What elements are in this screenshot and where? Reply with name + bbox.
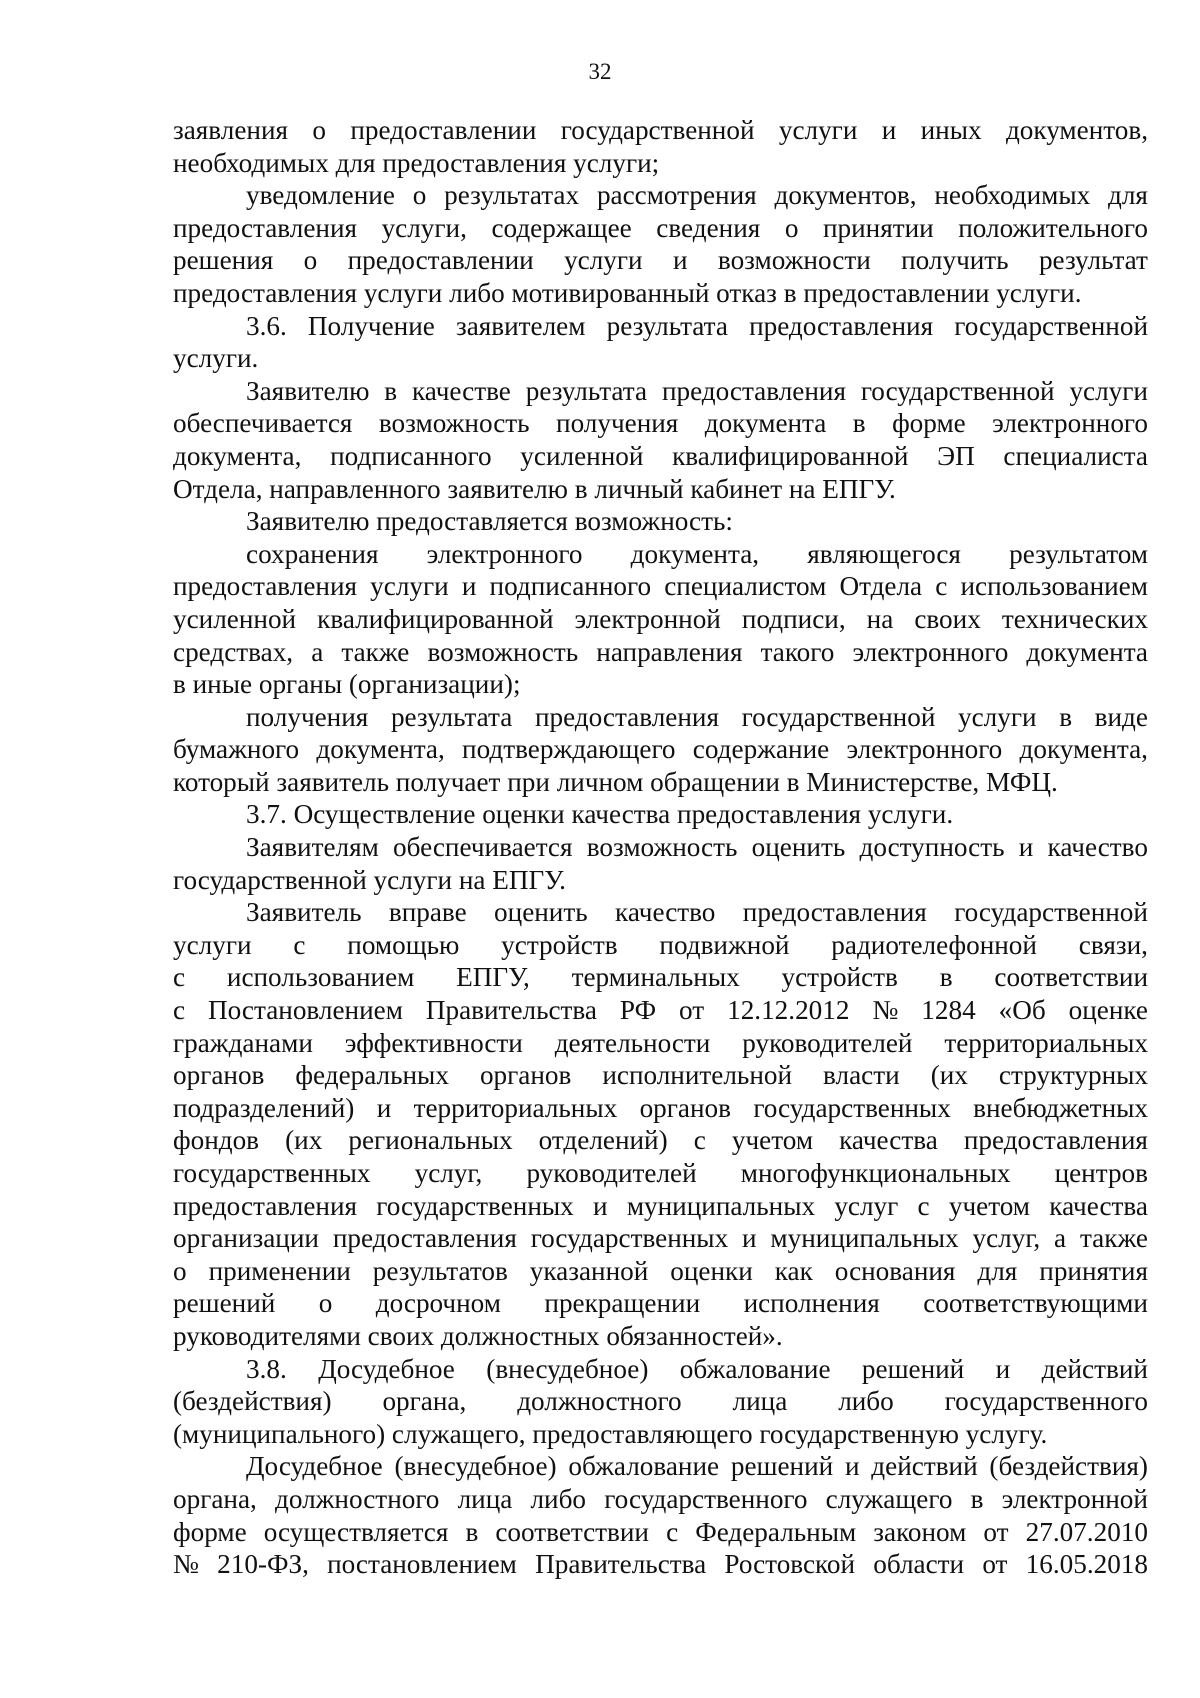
word: форме: [173, 1516, 247, 1547]
text-line: 3.7. Осуществление оценки качества предоставления услуги.: [246, 799, 954, 830]
text-line: руководителями своих должностных обязанностей».: [173, 1320, 783, 1351]
word: радиотелефонной: [831, 929, 1037, 960]
word: подтверждающего: [462, 734, 676, 765]
word: 3.6.: [246, 310, 287, 341]
text-line: [173, 1222, 1148, 1255]
word: региональных: [348, 1125, 513, 1156]
text-line: [173, 1124, 1148, 1157]
text-line: [173, 1190, 1148, 1223]
word: предоставления: [749, 310, 934, 341]
word: Правительства: [535, 1549, 707, 1580]
word: государственных: [376, 1190, 574, 1221]
word: РФ: [619, 995, 657, 1026]
word: устройств: [501, 929, 618, 960]
word: основания: [834, 1255, 956, 1286]
word: государственных: [753, 1092, 951, 1123]
word: бумажного: [173, 734, 300, 765]
text-line: [173, 310, 1148, 343]
word: подписанного: [330, 440, 492, 471]
text-line: Отдела, направленного заявителю в личный кабинет на ЕПГУ.: [173, 473, 896, 504]
word: технических: [1001, 603, 1148, 634]
word: о: [412, 180, 427, 211]
word: действий: [871, 1451, 978, 1482]
word: с: [173, 995, 186, 1026]
word: обеспечивается: [173, 408, 353, 439]
word: руководителей: [742, 1027, 913, 1058]
word: квалифицированной: [672, 440, 909, 471]
word: содержащее: [491, 212, 632, 243]
word: в: [939, 962, 953, 993]
word: лица: [732, 1386, 788, 1417]
word: возможность: [378, 408, 530, 439]
word: осуществляется: [263, 1516, 449, 1547]
word: для: [977, 1255, 1018, 1286]
word: средствах,: [173, 636, 294, 667]
word: результата: [525, 375, 648, 406]
word: внебюджетных: [973, 1092, 1148, 1123]
word: государственной: [954, 897, 1148, 928]
word: иных: [920, 115, 982, 145]
word: отделений): [538, 1125, 668, 1156]
text-line: государственной услуги на ЕПГУ.: [173, 864, 566, 895]
word: либо: [838, 1386, 894, 1417]
word: оценке: [1068, 995, 1148, 1026]
word: электронной: [574, 603, 721, 634]
word: сохранения: [246, 538, 379, 569]
word: от: [679, 995, 705, 1026]
word: предоставления: [173, 1190, 358, 1221]
word: получения: [246, 701, 369, 732]
word: и: [461, 571, 477, 602]
word: в: [465, 1516, 479, 1547]
word: и: [593, 1190, 608, 1221]
word: №: [872, 995, 899, 1026]
word: и: [742, 1223, 757, 1254]
word: специалистом: [664, 571, 827, 602]
word: результата: [390, 701, 513, 732]
text-line: [173, 244, 1148, 277]
text-line: Заявителю предоставляется возможность:: [246, 506, 733, 537]
text-line: [173, 636, 1148, 669]
word: такого: [760, 636, 835, 667]
word: документа,: [173, 440, 302, 471]
word: 1284: [921, 995, 976, 1026]
word: учетом: [731, 1125, 814, 1156]
text-line: [173, 1353, 1148, 1386]
word: №: [173, 1549, 199, 1580]
word: помощью: [347, 929, 460, 960]
text-line: [173, 179, 1148, 212]
word: получить: [901, 245, 1009, 276]
word: электронного: [852, 636, 1009, 667]
word: ЭП: [937, 440, 975, 471]
word: органа,: [382, 1386, 467, 1417]
word: усиленной: [173, 603, 297, 634]
text-line: [173, 440, 1148, 473]
word: качестве: [411, 375, 511, 406]
word: от: [983, 1516, 1009, 1547]
word: учетом: [948, 1190, 1031, 1221]
document-body: [173, 114, 1148, 1581]
word: и: [995, 1353, 1011, 1384]
word: результатов: [372, 1255, 508, 1286]
text-line: [173, 1287, 1148, 1320]
word: Досудебное: [246, 1451, 383, 1482]
word: возможность: [586, 832, 738, 863]
word: Получение: [307, 310, 435, 341]
word: на: [866, 603, 894, 634]
word: досрочном: [375, 1288, 501, 1319]
word: с: [293, 929, 306, 960]
word: должностного: [275, 1483, 440, 1514]
word: исполнения: [743, 1288, 880, 1319]
word: результат: [1038, 245, 1148, 276]
word: власти: [823, 1060, 900, 1091]
text-line: [173, 1450, 1148, 1483]
text-line: [173, 603, 1148, 636]
word: услуг: [834, 1190, 899, 1221]
word: предоставления: [742, 897, 927, 928]
word: муниципальных: [626, 1190, 816, 1221]
word: терминальных: [571, 962, 740, 993]
word: (их: [930, 1060, 968, 1091]
word: качество: [615, 897, 716, 928]
word: электронного: [426, 538, 583, 569]
word: в: [852, 408, 866, 439]
word: лица: [457, 1483, 513, 1514]
word: (внесудебное): [394, 1451, 557, 1482]
word: усиленной: [520, 440, 644, 471]
word: исполнительной: [602, 1060, 793, 1091]
word: оценить: [751, 832, 846, 863]
text-line: [173, 407, 1148, 440]
word: с: [917, 1190, 930, 1221]
word: принятии: [822, 212, 934, 243]
word: результатом: [1009, 538, 1148, 569]
word: действий: [1041, 1353, 1148, 1384]
word: рассмотрения: [596, 180, 757, 211]
word: 210-ФЗ,: [217, 1549, 309, 1580]
word: центров: [1054, 1158, 1148, 1188]
word: оценить: [494, 897, 588, 928]
word: (внесудебное): [486, 1353, 649, 1384]
word: государственной: [560, 115, 755, 145]
word: соответствующими: [923, 1288, 1148, 1319]
word: подразделений): [173, 1092, 355, 1123]
text-line: [173, 1385, 1148, 1418]
word: руководителей: [526, 1158, 697, 1188]
text-line: [173, 1255, 1148, 1288]
text-line: который заявитель получает при личном обращении в Министерстве, МФЦ.: [173, 766, 1058, 797]
word: в: [970, 1483, 984, 1514]
word: услуги: [958, 701, 1037, 732]
word: заявителем: [455, 310, 586, 341]
word: соответствии: [495, 1516, 649, 1547]
word: специалиста: [1003, 440, 1148, 471]
word: подписи,: [741, 603, 846, 634]
word: и: [376, 1092, 392, 1123]
text-line: [173, 1516, 1148, 1549]
word: обжалование: [679, 1353, 831, 1384]
word: области: [873, 1549, 965, 1580]
word: (бездействия): [989, 1451, 1148, 1482]
word: органов: [479, 1060, 572, 1091]
word: постановлением: [327, 1549, 517, 1580]
text-line: [173, 896, 1148, 929]
word: доступность: [859, 832, 1005, 863]
word: законом: [873, 1516, 967, 1547]
word: обжалование: [568, 1451, 720, 1482]
word: ЕПГУ,: [456, 962, 530, 993]
word: фондов: [173, 1125, 260, 1156]
word: услуг,: [414, 1158, 483, 1188]
word: качества: [839, 1125, 938, 1156]
word: государственных: [173, 1158, 371, 1188]
word: документов,: [774, 180, 917, 211]
word: структурных: [998, 1060, 1148, 1091]
word: а: [1054, 1223, 1067, 1254]
word: услуг,: [972, 1223, 1041, 1254]
text-line: [173, 1059, 1148, 1092]
word: результата: [606, 310, 728, 341]
word: либо: [530, 1483, 587, 1514]
text-line: услуги.: [173, 343, 259, 374]
word: государственной: [860, 375, 1055, 406]
word: услуги: [173, 929, 252, 960]
word: о: [312, 115, 326, 145]
word: вправе: [388, 897, 467, 928]
text-line: [173, 961, 1148, 994]
text-line: [173, 212, 1148, 245]
text-line: [173, 1157, 1148, 1190]
word: предоставлении: [347, 245, 534, 276]
word: гражданами: [173, 1027, 313, 1058]
word: услуги: [370, 571, 449, 602]
text-line: [173, 570, 1148, 603]
word: также: [1079, 1223, 1148, 1254]
word: о: [303, 245, 318, 276]
word: с: [173, 962, 186, 993]
word: подвижной: [659, 929, 790, 960]
word: связи,: [1078, 929, 1148, 960]
word: (бездействия): [173, 1386, 332, 1417]
word: Правительства: [425, 995, 597, 1026]
word: прекращении: [544, 1288, 701, 1319]
word: от: [982, 1549, 1008, 1580]
word: услуги,: [381, 212, 467, 243]
word: (их: [285, 1125, 323, 1156]
text-line: (муниципального) служащего, предоставляющего государственную услугу.: [173, 1418, 1048, 1449]
word: качество: [1047, 832, 1148, 863]
text-line: [173, 1092, 1148, 1125]
word: документа: [704, 408, 827, 439]
word: получения: [556, 408, 679, 439]
text-line: [173, 1548, 1148, 1581]
word: необходимых: [934, 180, 1091, 211]
word: виде: [1094, 701, 1148, 732]
word: устройств: [781, 962, 898, 993]
word: оценки: [670, 1255, 753, 1286]
word: для: [1108, 180, 1148, 211]
word: и: [881, 115, 897, 145]
word: услуги: [1069, 375, 1148, 406]
word: использованием: [960, 571, 1148, 602]
word: качества: [1049, 1190, 1148, 1221]
word: органов: [639, 1092, 731, 1123]
word: обеспечивается: [393, 832, 573, 863]
word: как: [774, 1255, 813, 1286]
word: электронной: [1001, 1483, 1148, 1514]
word: органов: [173, 1060, 265, 1091]
word: возможность: [427, 636, 579, 667]
word: положительного: [958, 212, 1148, 243]
word: решений: [730, 1451, 834, 1482]
text-line: [173, 994, 1148, 1027]
word: эффективности: [344, 1027, 523, 1058]
word: муниципальных: [770, 1223, 959, 1254]
word: предоставления: [963, 1125, 1148, 1156]
text-line: [173, 831, 1148, 864]
word: должностного: [517, 1386, 682, 1417]
word: решений: [173, 1288, 276, 1319]
word: государственной: [954, 310, 1148, 341]
word: указанной: [529, 1255, 649, 1286]
word: организации: [173, 1223, 319, 1254]
word: своих: [914, 603, 981, 634]
word: о: [318, 1288, 333, 1319]
word: документа: [1026, 636, 1148, 667]
word: применении: [208, 1255, 351, 1286]
word: документа,: [630, 538, 760, 569]
word: и: [844, 1451, 860, 1482]
word: государственного: [944, 1386, 1148, 1417]
word: электронного: [846, 734, 1003, 765]
word: также: [341, 636, 410, 667]
word: государственных: [530, 1223, 729, 1254]
word: территориальных: [413, 1092, 618, 1123]
word: служащего: [825, 1483, 953, 1514]
word: Заявитель: [246, 897, 362, 928]
word: решений: [861, 1353, 965, 1384]
word: о: [173, 1255, 187, 1286]
word: 27.07.2010: [1025, 1516, 1148, 1547]
word: решения: [173, 245, 274, 276]
text-line: [173, 375, 1148, 408]
word: и: [1018, 832, 1034, 863]
word: и: [672, 245, 688, 276]
word: Отдела: [839, 571, 923, 602]
word: соответствии: [994, 962, 1148, 993]
word: «Об: [998, 995, 1046, 1026]
word: заявления: [173, 115, 289, 145]
text-line: [173, 114, 1148, 147]
word: результатах: [444, 180, 580, 211]
word: Заявителям: [246, 832, 379, 863]
word: предоставления: [173, 212, 358, 243]
word: использованием: [226, 962, 415, 993]
word: с: [693, 1125, 706, 1156]
word: органа,: [173, 1483, 257, 1514]
word: квалифицированной: [317, 603, 554, 634]
word: 12.12.2012: [727, 995, 850, 1026]
word: Досудебное: [318, 1353, 455, 1384]
word: подписанного: [489, 571, 652, 602]
word: Постановлением: [208, 995, 403, 1026]
text-line: предоставления услуги либо мотивированный отказ в предоставлении услуги.: [173, 277, 1082, 308]
text-line: [173, 929, 1148, 962]
word: в: [384, 375, 398, 406]
text-line: [173, 1027, 1148, 1060]
word: принятия: [1039, 1255, 1148, 1286]
word: документов,: [1005, 115, 1148, 145]
word: форме: [892, 408, 966, 439]
word: сведения: [656, 212, 761, 243]
word: 3.8.: [246, 1353, 287, 1384]
word: о: [784, 212, 799, 243]
word: 16.05.2018: [1025, 1549, 1148, 1580]
word: государственного: [604, 1483, 808, 1514]
word: являющегося: [807, 538, 961, 569]
word: документа,: [1019, 734, 1148, 765]
word: территориальных: [944, 1027, 1148, 1058]
word: деятельности: [554, 1027, 711, 1058]
word: уведомление: [246, 180, 395, 211]
word: возможности: [717, 245, 871, 276]
word: предоставления: [661, 375, 846, 406]
text-line: необходимых для предоставления услуги;: [173, 147, 660, 178]
word: Ростовской: [724, 1549, 856, 1580]
word: предоставлении: [350, 115, 537, 145]
word: документа,: [316, 734, 445, 765]
word: предоставления: [534, 701, 719, 732]
word: многофункциональных: [740, 1158, 1011, 1188]
text-line: [173, 1483, 1148, 1516]
text-line: в иные органы (организации);: [173, 669, 521, 700]
word: предоставления: [332, 1223, 517, 1254]
word: Федеральным: [695, 1516, 857, 1547]
word: с: [935, 571, 948, 602]
word: федеральных: [295, 1060, 449, 1091]
word: государственной: [741, 701, 936, 732]
text-line: [173, 733, 1148, 766]
word: услуги: [564, 245, 643, 276]
word: в: [1059, 701, 1073, 732]
text-line: [173, 538, 1148, 571]
word: направления: [596, 636, 743, 667]
word: услуги: [778, 115, 858, 145]
word: предоставления: [173, 571, 358, 602]
word: с: [666, 1516, 679, 1547]
word: Заявителю: [246, 375, 370, 406]
word: а: [311, 636, 324, 667]
text-line: [173, 701, 1148, 734]
word: содержание: [692, 734, 830, 765]
word: электронного: [992, 408, 1148, 439]
page-number: 32: [588, 59, 612, 84]
